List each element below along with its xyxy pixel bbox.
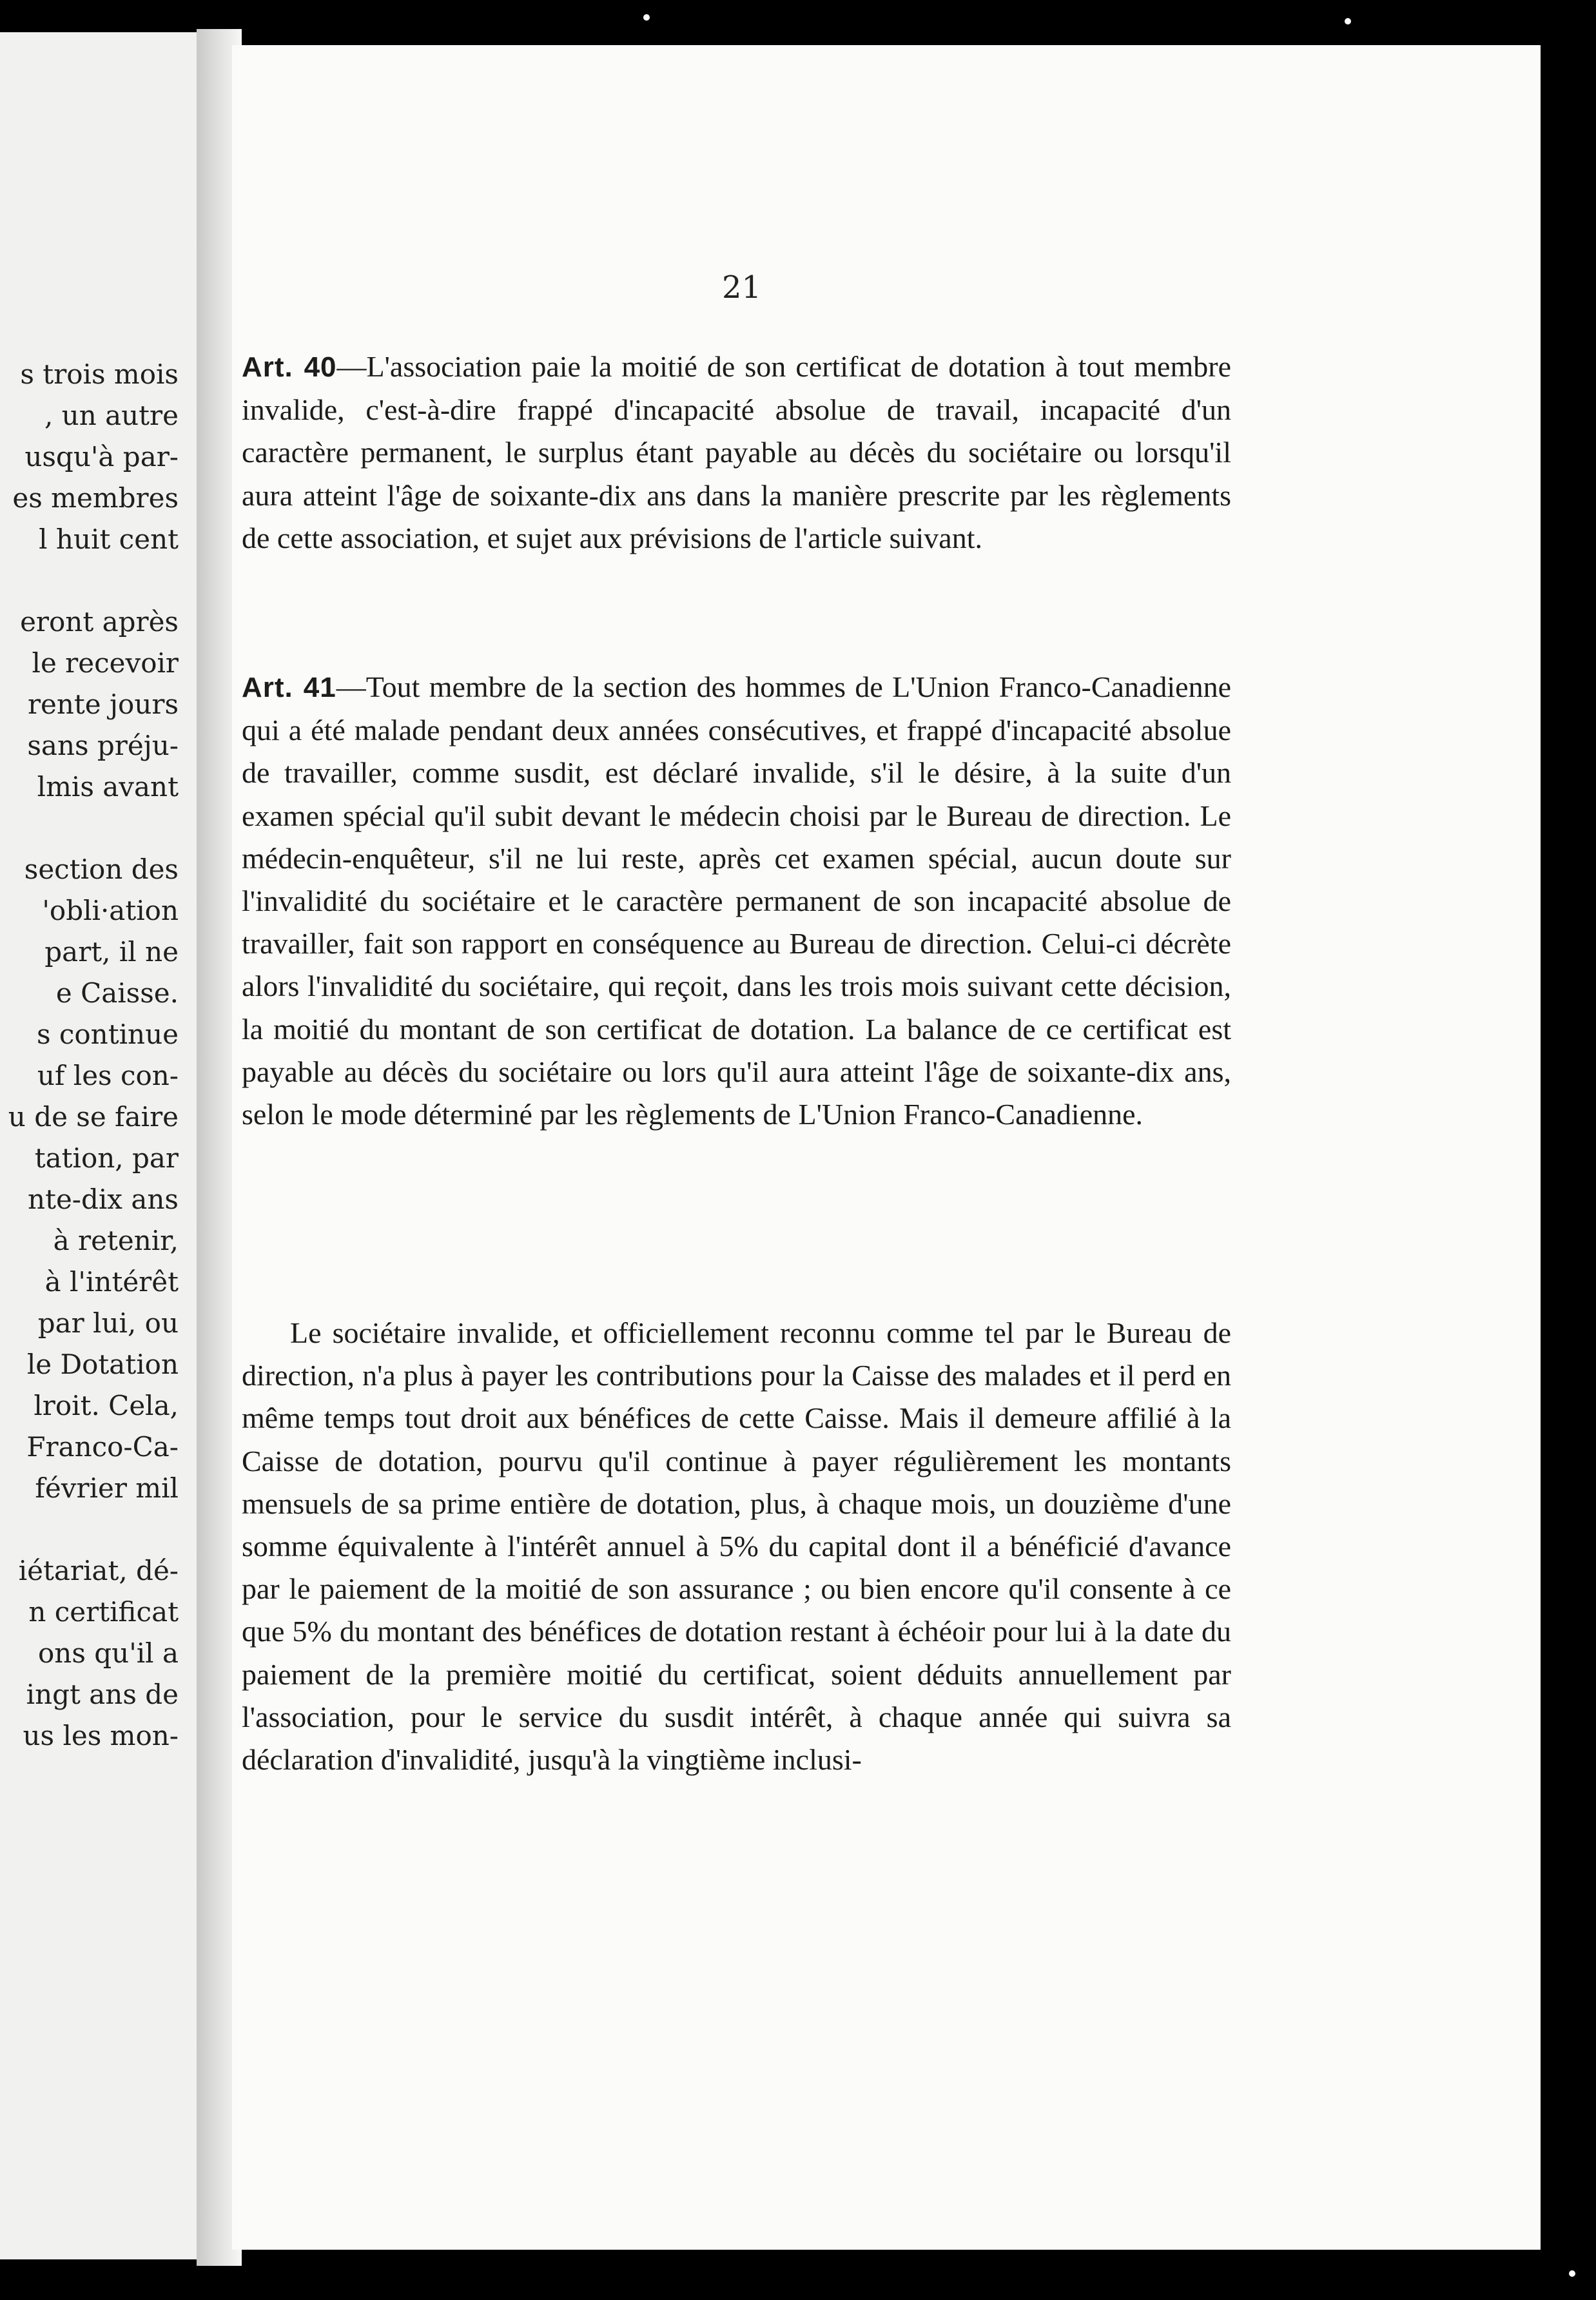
left-page-line: sans préju- (27, 730, 179, 761)
left-page-fragment (0, 32, 197, 2259)
left-page-line: us les mon- (23, 1720, 179, 1751)
left-page-line: nte-dix ans (28, 1184, 179, 1215)
left-page-line: lmis avant (37, 771, 179, 803)
left-page-line: tation, par (34, 1142, 179, 1174)
left-page-line: février mil (35, 1472, 179, 1504)
page-number: 21 (722, 269, 762, 306)
left-page-line: ons qu'il a (38, 1637, 179, 1669)
left-page-line: lroit. Cela, (34, 1390, 179, 1421)
left-page-line: ingt ans de (26, 1679, 179, 1710)
left-page-line: eront après (20, 606, 179, 638)
left-page-line: iétariat, dé- (18, 1555, 179, 1586)
article-40-text: —L'association paie la moitié de son certificat de dotation à tout membre invalide, c'est-à-dire frappé d'incapacité absolue de travail, incapacité d'un caractère permanent, le surplus étant payable au décès du sociétaire ou lorsqu'il aura atteint l'âge de soixante-dix ans dans la manière prescrite par les règlements de cette association, et sujet aux prévisions de l'article suivant. (242, 350, 1231, 554)
article-40-label: Art. 40 (242, 351, 337, 383)
left-page-line: 'obli·ation (42, 895, 179, 926)
article-41-label: Art. 41 (242, 672, 336, 703)
article-41-text: —Tout membre de la section des hommes de L'Union Franco-Canadienne qui a été malade pendant deux années consécutives, et frappé d'incapacité absolue de travailler, comme susdit, est déclaré invalide, s'il le désire, à la suite d'un examen spécial qu'il subit devant le médecin choisi par le Bureau de direction. Le médecin-enquêteur, s'il ne lui reste, après cet examen spécial, aucun doute sur l'invalidité du sociétaire et le caractère permanent de son incapacité absolue de travailler, fait son rapport en conséquence au Bureau de direction. Celui-ci décrète alors l'invalidité du sociétaire, qui reçoit, dans les trois mois suivant cette décision, la moitié du montant de son certificat de dotation. La balance de ce certificat est payable au décès du sociétaire ou lors qu'il aura atteint l'âge de soixante-dix ans, selon le mode déterminé par les règlements de L'Union Franco-Canadienne. (242, 670, 1231, 1131)
left-page-line: à retenir, (53, 1225, 179, 1256)
left-page-line: e Caisse. (55, 977, 179, 1009)
left-page-line: usqu'à par- (24, 441, 179, 473)
left-page-line: section des (24, 853, 179, 885)
left-page-line: part, il ne (44, 936, 179, 968)
speck-mark (1345, 18, 1351, 24)
left-page-line: Franco-Ca- (26, 1431, 179, 1463)
left-page-line: , un autre (44, 400, 179, 431)
left-page-line: u de se faire (8, 1101, 179, 1133)
paragraph-invalid-member: Le sociétaire invalide, et officiellement reconnu comme tel par le Bureau de direction, n'a plus à payer les contributions pour la Caisse des malades et il perd en même temps tout droit aux bénéfices de cette Caisse. Mais il demeure affilié à la Caisse de dotation, pourvu qu'il continue à payer régulièrement les montants mensuels de sa prime entière de dotation, plus, à chaque mois, un douzième d'une somme équivalente à l'intérêt annuel à 5% du capital dont il a bénéficié d'avance par le paiement de la moitié de son assurance ; ou bien encore qu'il consente à ce que 5% du montant des bénéfices de dotation restant à échéoir pour lui à la date du paiement de la première moitié du certificat, soient déduits annuellement par l'association, pour le service du susdit intérêt, à chaque année qui suivra sa déclaration d'invalidité, jusqu'à la vingtième inclusi- (242, 1316, 1231, 1777)
left-page-line: rente jours (27, 688, 179, 720)
left-page-line: s trois mois (20, 358, 179, 390)
left-page-line: n certificat (28, 1596, 179, 1628)
article-40 (242, 346, 1231, 560)
left-page-line: le Dotation (26, 1349, 179, 1380)
left-page-line: l huit cent (39, 523, 179, 555)
speck-mark (1569, 2270, 1575, 2277)
speck-mark (643, 14, 650, 21)
left-page-line: le recevoir (32, 647, 179, 679)
left-page-line: uf les con- (37, 1060, 179, 1091)
left-page-line: à l'intérêt (44, 1266, 179, 1298)
left-page-line: s continue (36, 1018, 179, 1050)
article-41 (242, 666, 1231, 1136)
left-page-line: par lui, ou (37, 1307, 179, 1339)
left-page-line: es membres (12, 482, 179, 514)
